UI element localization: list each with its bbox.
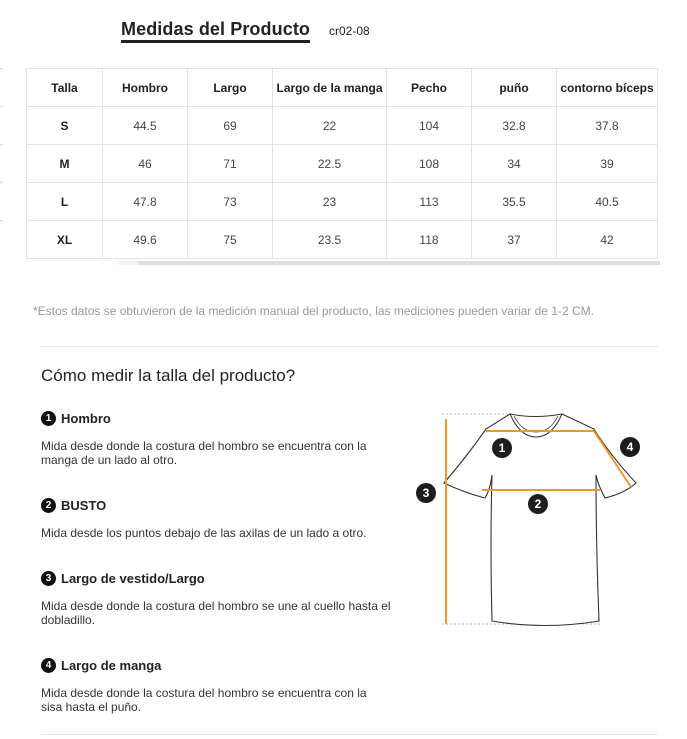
table-cell: 39 [557, 145, 658, 183]
step-description: Mida desde donde la costura del hombro se encuentra con la manga de un lado al otro. [41, 439, 367, 467]
step-title: BUSTO [61, 497, 107, 513]
step-hombro [41, 410, 391, 467]
table-cell: 40.5 [557, 183, 658, 221]
column-header: Talla [27, 69, 103, 107]
table-cell: 113 [387, 183, 472, 221]
measure-label-4: 4 [620, 437, 640, 457]
step-busto [41, 497, 391, 540]
divider [41, 734, 658, 735]
table-cell: 46 [103, 145, 188, 183]
column-header: Largo [188, 69, 273, 107]
step-description: Mida desde los puntos debajo de las axilas de un lado a otro. [41, 526, 367, 540]
table-cell: 44.5 [103, 107, 188, 145]
step-title: Largo de vestido/Largo [61, 570, 205, 586]
table-cell: 69 [188, 107, 273, 145]
product-code: cr02-08 [329, 24, 370, 38]
number-1-icon: 1 [41, 411, 56, 426]
table-row [27, 145, 658, 183]
table-cell: 118 [387, 221, 472, 259]
table-cell: 35.5 [472, 183, 557, 221]
table-cell: 23.5 [273, 221, 387, 259]
step-title: Hombro [61, 410, 111, 426]
table-row [27, 183, 658, 221]
column-header: Largo de la manga [273, 69, 387, 107]
column-header: Hombro [103, 69, 188, 107]
table-cell: 34 [472, 145, 557, 183]
page-title: Medidas del Producto [121, 18, 310, 43]
howto-title: Cómo medir la talla del producto? [41, 366, 296, 385]
table-cell: 47.8 [103, 183, 188, 221]
table-cell: 73 [188, 183, 273, 221]
step-description: Mida desde donde la costura del hombro se encuentra con la sisa hasta el puño. [41, 686, 367, 714]
measure-label-3: 3 [416, 483, 436, 503]
table-row [27, 221, 658, 259]
size-cell: L [27, 183, 103, 221]
step-largo-manga [41, 657, 391, 714]
horizontal-scrollbar[interactable] [118, 261, 660, 265]
table-cell: 37 [472, 221, 557, 259]
table-header-row [27, 69, 658, 107]
column-header: puño [472, 69, 557, 107]
tshirt-measurement-diagram [410, 405, 650, 635]
table-cell: 23 [273, 183, 387, 221]
size-cell: S [27, 107, 103, 145]
number-3-icon: 3 [41, 571, 56, 586]
size-cell: XL [27, 221, 103, 259]
size-cell: M [27, 145, 103, 183]
table-cell: 22 [273, 107, 387, 145]
number-2-icon: 2 [41, 498, 56, 513]
table-cell: 71 [188, 145, 273, 183]
table-cell: 104 [387, 107, 472, 145]
measure-label-1: 1 [492, 438, 512, 458]
step-largo [41, 570, 391, 627]
number-4-icon: 4 [41, 658, 56, 673]
column-header: contorno bíceps [557, 69, 658, 107]
measurement-note: *Estos datos se obtuvieron de la medición manual del producto, las mediciones pueden variar de 1-2 CM. [33, 304, 594, 318]
table-cell: 32.8 [472, 107, 557, 145]
table-cell: 75 [188, 221, 273, 259]
step-description: Mida desde donde la costura del hombro se une al cuello hasta el dobladillo. [41, 599, 391, 627]
tshirt-icon [410, 405, 650, 635]
column-header: Pecho [387, 69, 472, 107]
scrollbar-thumb[interactable] [138, 261, 660, 265]
step-title: Largo de manga [61, 657, 162, 673]
table-row [27, 107, 658, 145]
size-table [26, 68, 658, 261]
table-cell: 49.6 [103, 221, 188, 259]
table-cell: 42 [557, 221, 658, 259]
table-cell: 22.5 [273, 145, 387, 183]
table-cell: 37.8 [557, 107, 658, 145]
table-cell: 108 [387, 145, 472, 183]
measure-label-2: 2 [528, 494, 548, 514]
divider [41, 346, 658, 347]
